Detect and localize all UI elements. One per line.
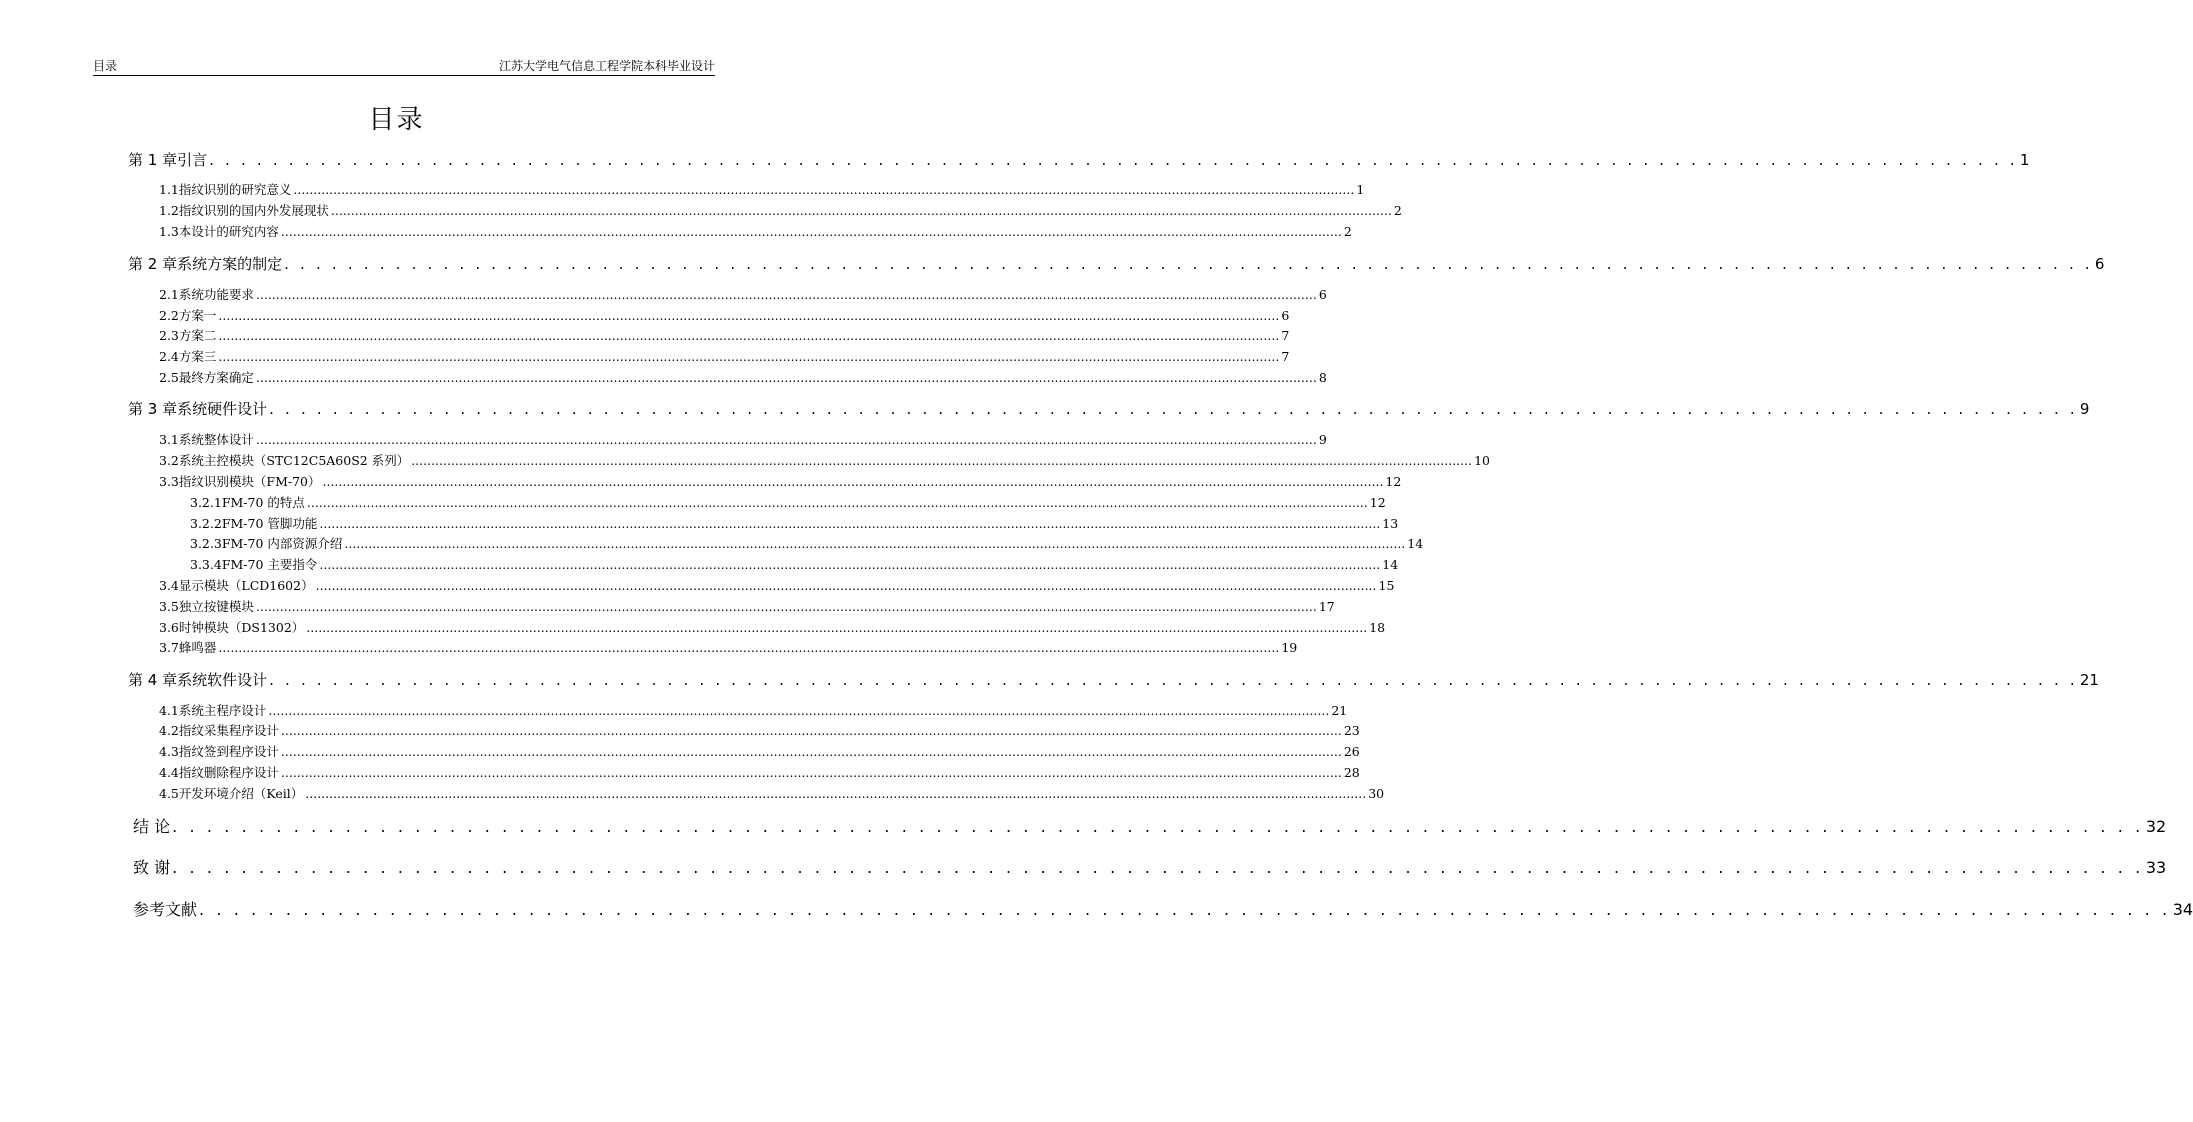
- toc-number: 3.2: [159, 453, 179, 468]
- toc-title: 指纹识别的研究意义: [178, 182, 292, 197]
- toc-title: 指纹删除程序设计: [178, 765, 279, 780]
- toc-page: 9: [1318, 432, 1327, 447]
- toc-leader: ...........................................................................................................................................................................................................................................................................: [218, 308, 1280, 323]
- toc-section[interactable]: [159, 201, 1402, 219]
- toc-page: 28: [1343, 765, 1360, 780]
- toc-number: 1.1: [159, 182, 179, 197]
- toc-leader: . . . . . . . . . . . . . . . . . . . . . . . . . . . . . . . . . . . . . . . . . . . . . . . . . . . . . . . . . . . . . . . . . . . . . . . . . . . . . . . . . . . . . . . . . . . . . . . . . . . . . . . . . . . . . . . . . .: [284, 255, 2093, 273]
- toc-section[interactable]: [159, 451, 1491, 469]
- toc-number: 4.5: [159, 786, 179, 801]
- toc-page: 1: [2019, 151, 2030, 169]
- toc-number: 2.2: [159, 308, 179, 323]
- toc-chapter-3[interactable]: [128, 398, 2090, 419]
- toc-leader: ...........................................................................................................................................................................................................................................................................: [319, 516, 1381, 531]
- toc-title: 结 论: [133, 817, 171, 836]
- toc-title: 系统硬件设计: [177, 400, 268, 418]
- toc-number: 3.7: [159, 640, 179, 655]
- toc-leader: . . . . . . . . . . . . . . . . . . . . . . . . . . . . . . . . . . . . . . . . . . . . . . . . . . . . . . . . . . . . . . . . . . . . . . . . . . . . . . . . . . . . . . . . . . . . . . . . . . . . . . . . . . . . . . . . . .: [269, 400, 2078, 418]
- toc-number: 2.3: [159, 328, 179, 343]
- toc-page: 6: [1281, 308, 1290, 323]
- toc-title: 引言: [177, 151, 208, 169]
- toc-leader: ...........................................................................................................................................................................................................................................................................: [306, 620, 1368, 635]
- toc-page: 30: [1368, 786, 1385, 801]
- toc-subsection[interactable]: [190, 555, 1399, 573]
- toc-section[interactable]: [159, 222, 1352, 240]
- toc-title: 最终方案确定: [178, 370, 254, 385]
- toc-number: 3.2.1: [190, 495, 222, 510]
- toc-section[interactable]: [159, 368, 1327, 386]
- toc-number: 第 2 章: [128, 255, 178, 273]
- toc-number: 2.1: [159, 287, 179, 302]
- toc-number: 3.3: [159, 474, 179, 489]
- toc-leader: ...........................................................................................................................................................................................................................................................................: [255, 432, 1317, 447]
- toc-references[interactable]: [133, 897, 2193, 920]
- toc-title: 指纹识别的国内外发展现状: [178, 203, 329, 218]
- toc-page: 17: [1318, 599, 1335, 614]
- toc-number: 2.5: [159, 370, 179, 385]
- toc-page: 12: [1385, 474, 1402, 489]
- toc-page: 7: [1281, 349, 1290, 364]
- toc-title: 参考文献: [133, 900, 198, 919]
- toc-page: 8: [1318, 370, 1327, 385]
- toc-number: 1.2: [159, 203, 179, 218]
- toc-title: 系统功能要求: [178, 287, 254, 302]
- toc-leader: ...........................................................................................................................................................................................................................................................................: [280, 723, 1342, 738]
- toc-number: 第 1 章: [128, 151, 178, 169]
- toc-section[interactable]: [159, 326, 1290, 344]
- toc-subsection[interactable]: [190, 514, 1399, 532]
- toc-number: 3.2.2: [190, 516, 222, 531]
- toc-section[interactable]: [159, 180, 1365, 198]
- toc-page: 9: [2079, 400, 2090, 418]
- toc-number: 2.4: [159, 349, 179, 364]
- toc-number: 第 3 章: [128, 400, 178, 418]
- toc-section[interactable]: [159, 742, 1360, 760]
- page-header-left: 目录: [93, 59, 118, 73]
- toc-section[interactable]: [159, 285, 1327, 303]
- toc-section[interactable]: [159, 701, 1348, 719]
- toc-title: 系统方案的制定: [177, 255, 283, 273]
- toc-leader: ...........................................................................................................................................................................................................................................................................: [255, 287, 1317, 302]
- toc-page: 32: [2145, 817, 2167, 836]
- toc-page: 7: [1281, 328, 1290, 343]
- toc-title: 系统整体设计: [178, 432, 254, 447]
- toc-leader: ...........................................................................................................................................................................................................................................................................: [218, 349, 1280, 364]
- toc-page: 13: [1382, 516, 1399, 531]
- toc-section[interactable]: [159, 306, 1290, 324]
- toc-page: 12: [1369, 495, 1386, 510]
- toc-title: 方案三: [178, 349, 217, 364]
- toc-number: 4.1: [159, 703, 179, 718]
- toc-section[interactable]: [159, 638, 1298, 656]
- toc-number: 1.3: [159, 224, 179, 239]
- toc-page: 14: [1382, 557, 1399, 572]
- toc-title: 方案二: [178, 328, 217, 343]
- toc-title: FM-70 主要指令: [221, 557, 318, 572]
- toc-conclusion[interactable]: [133, 814, 2167, 837]
- toc-title: FM-70 内部资源介绍: [221, 536, 343, 551]
- toc-title: 蜂鸣器: [178, 640, 217, 655]
- toc-section[interactable]: [159, 784, 1385, 802]
- toc-page: 15: [1378, 578, 1395, 593]
- toc-leader: ...........................................................................................................................................................................................................................................................................: [255, 599, 1317, 614]
- toc-title: 指纹签到程序设计: [178, 744, 279, 759]
- toc-leader: ...........................................................................................................................................................................................................................................................................: [344, 536, 1406, 551]
- toc-leader: ...........................................................................................................................................................................................................................................................................: [319, 557, 1381, 572]
- toc-page: 1: [1356, 182, 1365, 197]
- toc-page: 23: [1343, 723, 1360, 738]
- toc-chapter-4[interactable]: [128, 669, 2099, 690]
- toc-page: 19: [1281, 640, 1298, 655]
- toc-leader: ...........................................................................................................................................................................................................................................................................: [255, 370, 1317, 385]
- toc-leader: ...........................................................................................................................................................................................................................................................................: [315, 578, 1377, 593]
- toc-number: 3.1: [159, 432, 179, 447]
- toc-number: 3.5: [159, 599, 179, 614]
- toc-leader: . . . . . . . . . . . . . . . . . . . . . . . . . . . . . . . . . . . . . . . . . . . . . . . . . . . . . . . . . . . . . . . . . . . . . . . . . . . . . . . . . . . . . . . . . . . . . . . . . . . . . . . . . . . . . . . . . .: [269, 671, 2078, 689]
- toc-number: 4.3: [159, 744, 179, 759]
- toc-leader: ...........................................................................................................................................................................................................................................................................: [322, 474, 1384, 489]
- toc-title: FM-70 管脚功能: [221, 516, 318, 531]
- toc-title: 时钟模块（DS1302）: [178, 620, 305, 635]
- toc-number: 3.2.3: [190, 536, 222, 551]
- toc-section[interactable]: [159, 763, 1360, 781]
- page-header-right: 江苏大学电气信息工程学院本科毕业设计: [498, 59, 715, 73]
- toc-leader: ...........................................................................................................................................................................................................................................................................: [218, 328, 1280, 343]
- toc-title: 系统软件设计: [177, 671, 268, 689]
- toc-title: 显示模块（LCD1602）: [178, 578, 314, 593]
- toc-page: 6: [1318, 287, 1327, 302]
- toc-leader: ...........................................................................................................................................................................................................................................................................: [280, 765, 1342, 780]
- toc-leader: . . . . . . . . . . . . . . . . . . . . . . . . . . . . . . . . . . . . . . . . . . . . . . . . . . . . . . . . . . . . . . . . . . . . . . . . . . . . . . . . . . . . . . . . . . . . . . . . . . . . . . . . . . . . . . . . . .: [199, 900, 2171, 919]
- toc-title: 方案一: [178, 308, 217, 323]
- toc-number: 4.4: [159, 765, 179, 780]
- toc-number: 第 4 章: [128, 671, 178, 689]
- toc-title: 致 谢: [133, 858, 171, 877]
- toc-leader: ...........................................................................................................................................................................................................................................................................: [306, 495, 1368, 510]
- toc-title: 开发环境介绍（Keil）: [178, 786, 304, 801]
- toc-leader: ...........................................................................................................................................................................................................................................................................: [411, 453, 1473, 468]
- toc-page: 33: [2145, 858, 2167, 877]
- toc-number: 3.3.4: [190, 557, 222, 572]
- page-title: 目录: [368, 105, 425, 135]
- toc-chapter-2[interactable]: [128, 253, 2105, 274]
- toc-section[interactable]: [159, 472, 1402, 490]
- toc-number: 3.4: [159, 578, 179, 593]
- toc-page: 14: [1407, 536, 1424, 551]
- toc-title: 指纹识别模块（FM-70）: [178, 474, 321, 489]
- toc-section[interactable]: [159, 618, 1386, 636]
- toc-page: 6: [2094, 255, 2105, 273]
- toc-subsection[interactable]: [190, 493, 1386, 511]
- toc-leader: ...........................................................................................................................................................................................................................................................................: [305, 786, 1367, 801]
- toc-title: 独立按键模块: [178, 599, 254, 614]
- toc-page: 2: [1343, 224, 1352, 239]
- toc-page: 34: [2172, 900, 2193, 919]
- toc-title: 系统主控模块（STC12C5A60S2 系列）: [178, 453, 410, 468]
- toc-leader: ...........................................................................................................................................................................................................................................................................: [218, 640, 1280, 655]
- toc-leader: . . . . . . . . . . . . . . . . . . . . . . . . . . . . . . . . . . . . . . . . . . . . . . . . . . . . . . . . . . . . . . . . . . . . . . . . . . . . . . . . . . . . . . . . . . . . . . . . . . . . . . . . . . . . . . . . . .: [172, 858, 2144, 877]
- toc-title: 系统主程序设计: [178, 703, 267, 718]
- toc-title: FM-70 的特点: [221, 495, 305, 510]
- toc-section[interactable]: [159, 576, 1395, 594]
- toc-section[interactable]: [159, 721, 1360, 739]
- toc-leader: ...........................................................................................................................................................................................................................................................................: [330, 203, 1392, 218]
- toc-page: 26: [1343, 744, 1360, 759]
- toc-page: 21: [1331, 703, 1348, 718]
- toc-section[interactable]: [159, 597, 1335, 615]
- toc-page: 21: [2079, 671, 2099, 689]
- toc-leader: . . . . . . . . . . . . . . . . . . . . . . . . . . . . . . . . . . . . . . . . . . . . . . . . . . . . . . . . . . . . . . . . . . . . . . . . . . . . . . . . . . . . . . . . . . . . . . . . . . . . . . . . . . . . . . . . . .: [209, 151, 2018, 169]
- toc-section[interactable]: [159, 430, 1327, 448]
- toc-page: 10: [1474, 453, 1491, 468]
- toc-page: 18: [1369, 620, 1386, 635]
- toc-title: 指纹采集程序设计: [178, 723, 279, 738]
- toc-title: 本设计的研究内容: [178, 224, 279, 239]
- toc-number: 4.2: [159, 723, 179, 738]
- toc-leader: ...........................................................................................................................................................................................................................................................................: [280, 744, 1342, 759]
- toc-leader: ...........................................................................................................................................................................................................................................................................: [280, 224, 1342, 239]
- toc-section[interactable]: [159, 347, 1290, 365]
- toc-page: 2: [1393, 203, 1402, 218]
- toc-chapter-1[interactable]: [128, 149, 2030, 170]
- toc-leader: . . . . . . . . . . . . . . . . . . . . . . . . . . . . . . . . . . . . . . . . . . . . . . . . . . . . . . . . . . . . . . . . . . . . . . . . . . . . . . . . . . . . . . . . . . . . . . . . . . . . . . . . . . . . . . . . . .: [172, 817, 2144, 836]
- toc-subsection[interactable]: [190, 534, 1424, 552]
- toc-acknowledgements[interactable]: [133, 855, 2167, 878]
- toc-leader: ...........................................................................................................................................................................................................................................................................: [293, 182, 1355, 197]
- toc-leader: ...........................................................................................................................................................................................................................................................................: [268, 703, 1330, 718]
- toc-number: 3.6: [159, 620, 179, 635]
